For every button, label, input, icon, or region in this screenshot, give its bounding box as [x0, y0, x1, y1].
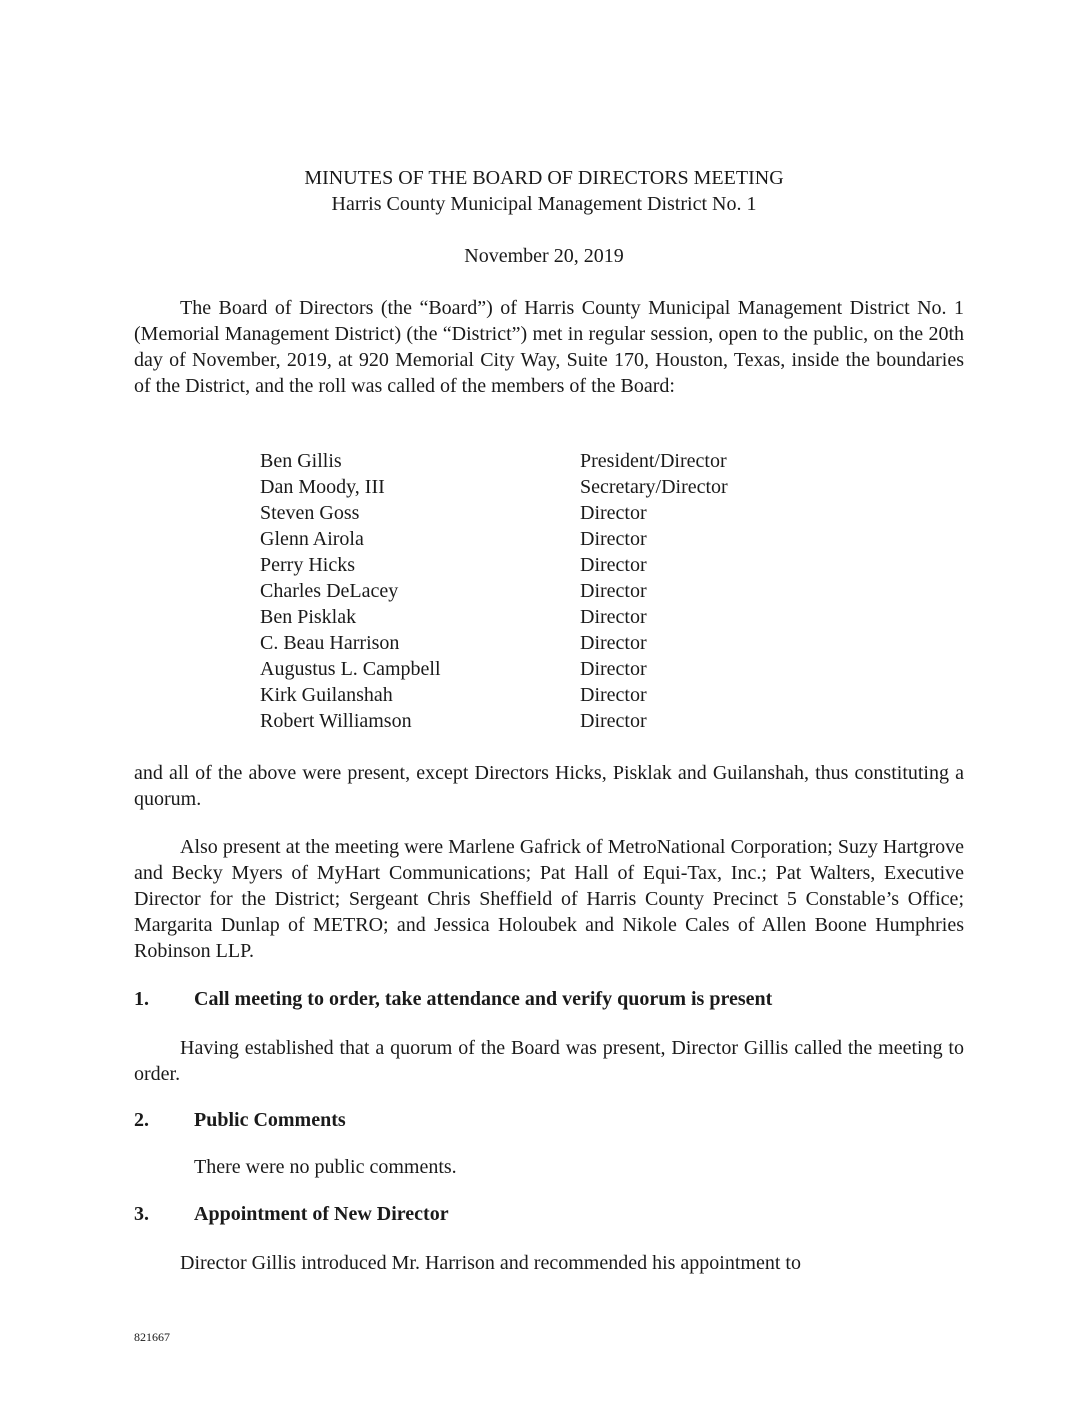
section-title: Public Comments — [194, 1109, 346, 1131]
roll-row — [260, 708, 820, 734]
director-name: Ben Gillis — [260, 450, 342, 472]
section-heading — [134, 986, 772, 1012]
director-title: Secretary/Director — [580, 476, 728, 498]
roll-row — [260, 552, 820, 578]
section-body: Having established that a quorum of the Board was present, Director Gillis called the meeting to order. — [134, 1037, 964, 1085]
director-name: Augustus L. Campbell — [260, 658, 441, 680]
section-title: Call meeting to order, take attendance and verify quorum is present — [194, 988, 773, 1010]
section-body: There were no public comments. — [194, 1156, 457, 1178]
director-name: Steven Goss — [260, 502, 360, 524]
director-name: Charles DeLacey — [260, 580, 399, 602]
document-number: 821667 — [134, 1330, 170, 1344]
roll-row — [260, 474, 820, 500]
section-title: Appointment of New Director — [194, 1203, 449, 1225]
director-title: President/Director — [580, 450, 727, 472]
roll-row — [260, 630, 820, 656]
roll-row — [260, 526, 820, 552]
roll-row — [260, 604, 820, 630]
also-present-paragraph: Also present at the meeting were Marlene Gafrick of MetroNational Corporation; Suzy Hartgrove and Becky Myers of MyHart Communications; Pat Hall of Equi-Tax, Inc.; Pat Walters, Executive Director for the District; Sergeant Chris Sheffield of Harris County Precinct 5 Constable’s Office; Margarita Dunlap of METRO; and Jessica Holoubek and Nikole Cales of Allen Boone Humphries Robinson LLP. — [134, 836, 964, 962]
director-name: Perry Hicks — [260, 554, 355, 576]
roll-row — [260, 448, 820, 474]
director-title: Director — [580, 502, 647, 524]
section-number: 2. — [134, 1109, 149, 1131]
director-name: C. Beau Harrison — [260, 632, 400, 654]
section-number: 1. — [134, 988, 149, 1010]
roll-row — [260, 656, 820, 682]
director-title: Director — [580, 710, 647, 732]
document-subtitle: Harris County Municipal Management District No. 1 — [331, 193, 757, 215]
section-body: Director Gillis introduced Mr. Harrison and recommended his appointment to — [180, 1252, 801, 1274]
section-heading — [134, 1107, 346, 1133]
roll-row — [260, 682, 820, 708]
section-number: 3. — [134, 1203, 149, 1225]
director-name: Robert Williamson — [260, 710, 412, 732]
director-title: Director — [580, 554, 647, 576]
roll-row — [260, 500, 820, 526]
roll-row — [260, 578, 820, 604]
director-title: Director — [580, 528, 647, 550]
director-name: Ben Pisklak — [260, 606, 357, 628]
director-title: Director — [580, 632, 647, 654]
director-title: Director — [580, 684, 647, 706]
attendance-paragraph: and all of the above were present, except Directors Hicks, Pisklak and Guilanshah, thus constituting a quorum. — [134, 762, 964, 810]
document-title: MINUTES OF THE BOARD OF DIRECTORS MEETING — [304, 167, 784, 189]
section-heading — [134, 1201, 449, 1227]
director-title: Director — [580, 606, 647, 628]
director-name: Kirk Guilanshah — [260, 684, 393, 706]
director-name: Glenn Airola — [260, 528, 364, 550]
director-title: Director — [580, 658, 647, 680]
director-title: Director — [580, 580, 647, 602]
director-name: Dan Moody, III — [260, 476, 385, 498]
intro-paragraph: The Board of Directors (the “Board”) of Harris County Municipal Management District No. 1 (Memorial Management District) (the “District”) met in regular session, open to the public, on the 20th day of November, 2019, at 920 Memorial City Way, Suite 170, Houston, Texas, inside the boundaries of the District, and the roll was called of the members of the Board: — [134, 297, 964, 397]
meeting-date: November 20, 2019 — [464, 245, 624, 267]
roll-call-list — [260, 448, 820, 734]
